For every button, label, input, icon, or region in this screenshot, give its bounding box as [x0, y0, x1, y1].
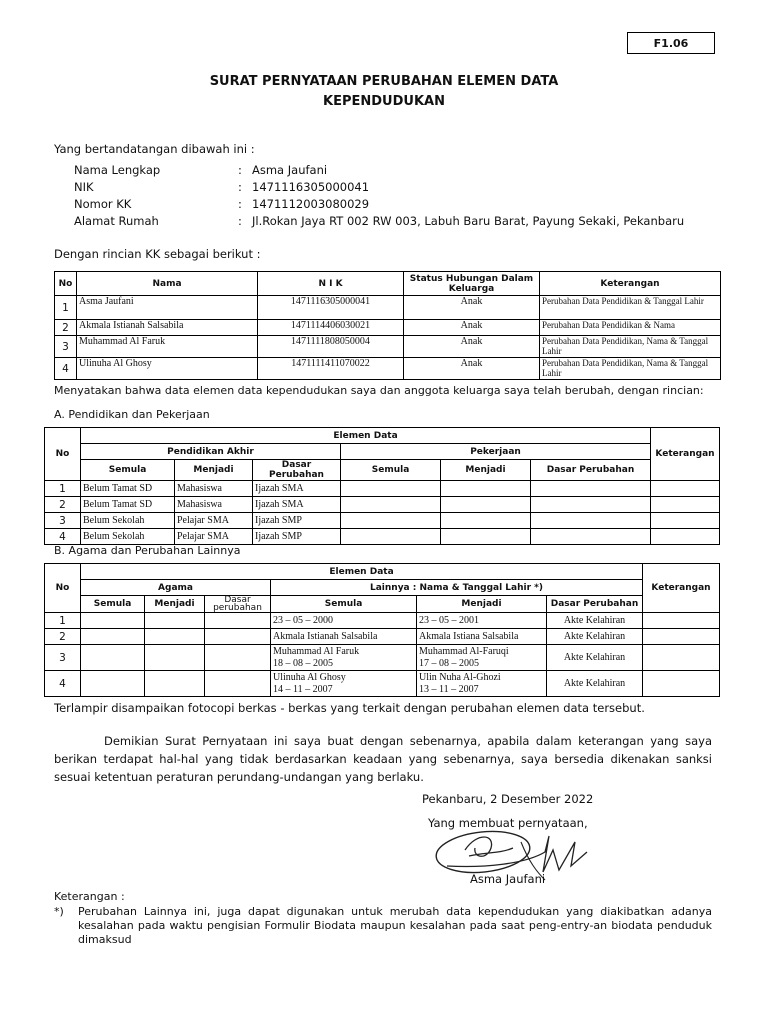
identity-value: 1471112003080029 [252, 197, 370, 211]
b-cell-dasar: Akte Kelahiran [547, 629, 643, 645]
kk-cell-keterangan: Perubahan Data Pendidikan & Tanggal Lahir [540, 296, 721, 320]
a-header-keterangan: Keterangan [651, 428, 720, 481]
table-row [45, 671, 720, 697]
form-code: F1.06 [627, 32, 715, 54]
table-row [45, 513, 720, 529]
b-cell-menjadi [417, 629, 547, 645]
kk-cell-status: Anak [404, 336, 540, 358]
b-header-dasar-agama [205, 596, 271, 613]
b-cell-semula-line1: Muhammad Al Faruk [273, 645, 360, 657]
a-cell-menjadi: Mahasiswa [175, 497, 253, 513]
a-header-dasar: Dasar Perubahan [253, 460, 341, 481]
kk-cell-keterangan: Perubahan Data Pendidikan & Nama [540, 320, 721, 336]
b-cell-menjadi-line1: Muhammad Al-Faruqi [419, 645, 509, 657]
kk-cell-status: Anak [404, 358, 540, 380]
kk-header-keterangan: Keterangan [540, 272, 721, 296]
b-header-lainnya: Lainnya : Nama & Tanggal Lahir *) [271, 580, 643, 596]
b-cell-no: 4 [45, 671, 81, 697]
a-cell-menjadi: Pelajar SMA [175, 513, 253, 529]
kk-header-no: No [55, 272, 77, 296]
b-cell-menjadi-line1: 23 – 05 – 2001 [419, 615, 479, 626]
a-cell-no: 2 [45, 497, 81, 513]
b-cell-dasar: Akte Kelahiran [547, 613, 643, 629]
identity-value: Jl.Rokan Jaya RT 002 RW 003, Labuh Baru Barat, Payung Sekaki, Pekanbaru [252, 214, 685, 228]
b-cell-semula [271, 645, 417, 671]
a-cell-dasar: Ijazah SMP [253, 513, 341, 529]
a-cell-no: 3 [45, 513, 81, 529]
b-cell-menjadi-line2: 13 – 11 – 2007 [419, 683, 479, 695]
b-cell-menjadi [417, 645, 547, 671]
b-cell-semula [271, 629, 417, 645]
kk-cell-status: Anak [404, 320, 540, 336]
kk-header-status: Status Hubungan Dalam Keluarga [404, 272, 540, 296]
b-cell-semula-line1: Ulinuha Al Ghosy [273, 671, 346, 683]
kk-intro-text: Dengan rincian KK sebagai berikut : [54, 247, 261, 261]
b-cell-no: 3 [45, 645, 81, 671]
b-cell-menjadi-line1: Akmala Istiana Salsabila [419, 631, 519, 642]
table-row [45, 613, 720, 629]
b-cell-semula-line2: 14 – 11 – 2007 [273, 683, 333, 695]
a-header-pendidikan: Pendidikan Akhir [81, 444, 341, 460]
b-cell-no: 1 [45, 613, 81, 629]
a-header-semula: Semula [81, 460, 175, 481]
b-header-dasar-line2: perubahan [213, 603, 262, 613]
b-header-elemen: Elemen Data [81, 564, 643, 580]
kk-header-nama: Nama [77, 272, 258, 296]
b-header-no: No [45, 564, 81, 613]
b-cell-semula-line1: Akmala Istianah Salsabila [273, 631, 378, 642]
a-cell-dasar: Ijazah SMP [253, 529, 341, 545]
b-cell-semula [271, 613, 417, 629]
a-header-no: No [45, 428, 81, 481]
kk-cell-nama: Akmala Istianah Salsabila [77, 320, 258, 336]
kk-table [54, 271, 721, 380]
b-header-agama: Agama [81, 580, 271, 596]
a-cell-menjadi: Pelajar SMA [175, 529, 253, 545]
title-line-2: KEPENDUDUKAN [323, 94, 445, 109]
maker-label: Yang membuat pernyataan, [428, 816, 588, 830]
religion-other-table [44, 563, 720, 697]
a-cell-dasar: Ijazah SMA [253, 481, 341, 497]
b-cell-dasar: Akte Kelahiran [547, 645, 643, 671]
b-header-menjadi: Menjadi [417, 596, 547, 613]
kk-cell-keterangan: Perubahan Data Pendidikan, Nama & Tanggal Lahir [540, 336, 721, 358]
b-cell-no: 2 [45, 629, 81, 645]
intro-text: Yang bertandatangan dibawah ini : [54, 142, 255, 156]
identity-kk-row: Nomor KK : 1471112003080029 [74, 197, 370, 211]
a-cell-no: 1 [45, 481, 81, 497]
document-title [0, 72, 768, 112]
table-row [55, 296, 721, 320]
table-row [45, 629, 720, 645]
education-job-table [44, 427, 720, 545]
a-cell-semula: Belum Sekolah [81, 513, 175, 529]
statement-text: Menyatakan bahwa data elemen data kependudukan saya dan anggota keluarga saya telah berubah, dengan rincian: [54, 384, 704, 397]
kk-cell-nama: Asma Jaufani [77, 296, 258, 320]
b-cell-menjadi [417, 613, 547, 629]
kk-cell-nik: 1471116305000041 [258, 296, 404, 320]
b-header-semula: Semula [271, 596, 417, 613]
a-header-elemen: Elemen Data [81, 428, 651, 444]
kk-cell-keterangan: Perubahan Data Pendidikan, Nama & Tanggal Lahir [540, 358, 721, 380]
kk-cell-status: Anak [404, 296, 540, 320]
identity-label: Nama Lengkap [74, 163, 161, 177]
a-header-menjadi: Menjadi [441, 460, 531, 481]
identity-value: Asma Jaufani [252, 163, 328, 177]
kk-cell-nama: Muhammad Al Faruk [77, 336, 258, 358]
b-header-keterangan: Keterangan [643, 564, 720, 613]
b-cell-semula-line2: 18 – 08 – 2005 [273, 657, 333, 669]
b-cell-menjadi [417, 671, 547, 697]
a-header-pekerjaan: Pekerjaan [341, 444, 651, 460]
b-header-semula: Semula [81, 596, 145, 613]
identity-label: Nomor KK [74, 197, 132, 211]
b-cell-dasar: Akte Kelahiran [547, 671, 643, 697]
a-cell-menjadi: Mahasiswa [175, 481, 253, 497]
b-cell-semula-line1: 23 – 05 – 2000 [273, 615, 333, 626]
kk-header-nik: N I K [258, 272, 404, 296]
a-cell-semula: Belum Tamat SD [81, 481, 175, 497]
kk-cell-no: 1 [55, 296, 77, 320]
attached-text: Terlampir disampaikan fotocopi berkas - berkas yang terkait dengan perubahan elemen data tersebut. [54, 701, 645, 715]
section-a-title: A. Pendidikan dan Pekerjaan [54, 408, 210, 421]
notes-mark: *) [54, 905, 64, 918]
table-row [45, 497, 720, 513]
b-cell-menjadi-line1: Ulin Nuha Al-Ghozi [419, 671, 501, 683]
identity-address-row: Alamat Rumah : Jl.Rokan Jaya RT 002 RW 003, Labuh Baru Barat, Payung Sekaki, Pekanbaru [74, 214, 685, 228]
a-cell-dasar: Ijazah SMA [253, 497, 341, 513]
kk-cell-nik: 1471114406030021 [258, 320, 404, 336]
title-line-1: SURAT PERNYATAAN PERUBAHAN ELEMEN DATA [209, 74, 559, 89]
notes-title: Keterangan : [54, 890, 125, 903]
identity-nik-row: NIK : 1471116305000041 [74, 180, 370, 194]
kk-cell-nik: 1471111808050004 [258, 336, 404, 358]
section-b-title: B. Agama dan Perubahan Lainnya [54, 544, 241, 557]
a-cell-semula: Belum Tamat SD [81, 497, 175, 513]
identity-label: Alamat Rumah [74, 214, 159, 228]
table-row [55, 320, 721, 336]
table-row [55, 358, 721, 380]
a-cell-semula: Belum Sekolah [81, 529, 175, 545]
table-row [45, 481, 720, 497]
b-cell-menjadi-line2: 17 – 08 – 2005 [419, 657, 479, 669]
b-header-dasar: Dasar Perubahan [547, 596, 643, 613]
b-header-dasar-line1: Dasar [224, 595, 251, 605]
kk-cell-nama: Ulinuha Al Ghosy [77, 358, 258, 380]
table-row [55, 336, 721, 358]
identity-label: NIK [74, 180, 94, 194]
kk-cell-no: 2 [55, 320, 77, 336]
b-cell-semula [271, 671, 417, 697]
a-cell-no: 4 [45, 529, 81, 545]
identity-value: 1471116305000041 [252, 180, 370, 194]
b-header-menjadi: Menjadi [145, 596, 205, 613]
place-date: Pekanbaru, 2 Desember 2022 [422, 792, 594, 806]
kk-cell-no: 3 [55, 336, 77, 358]
closing-paragraph: Demikian Surat Pernyataan ini saya buat dengan sebenarnya, apabila dalam keterangan yang saya berikan terdapat hal-hal yang tidak berdasarkan keadaan yang sebenarnya, saya bersedia dikenakan sanksi sesuai ketentuan peraturan perundang-undangan yang berlaku. [54, 734, 712, 784]
kk-cell-nik: 1471111411070022 [258, 358, 404, 380]
notes-text: Perubahan Lainnya ini, juga dapat digunakan untuk merubah data kependudukan yang diakibatkan adanya kesalahan pada waktu pengisian Formulir Biodata maupun kesalahan pada saat peng-entry-an biodata penduduk dimaksud [78, 905, 712, 946]
a-header-semula: Semula [341, 460, 441, 481]
a-header-menjadi: Menjadi [175, 460, 253, 481]
kk-cell-no: 4 [55, 358, 77, 380]
table-row [45, 645, 720, 671]
signer-name: Asma Jaufani [470, 872, 546, 886]
a-header-dasar: Dasar Perubahan [531, 460, 651, 481]
table-row [45, 529, 720, 545]
identity-name-row: Nama Lengkap : Asma Jaufani [74, 163, 328, 177]
